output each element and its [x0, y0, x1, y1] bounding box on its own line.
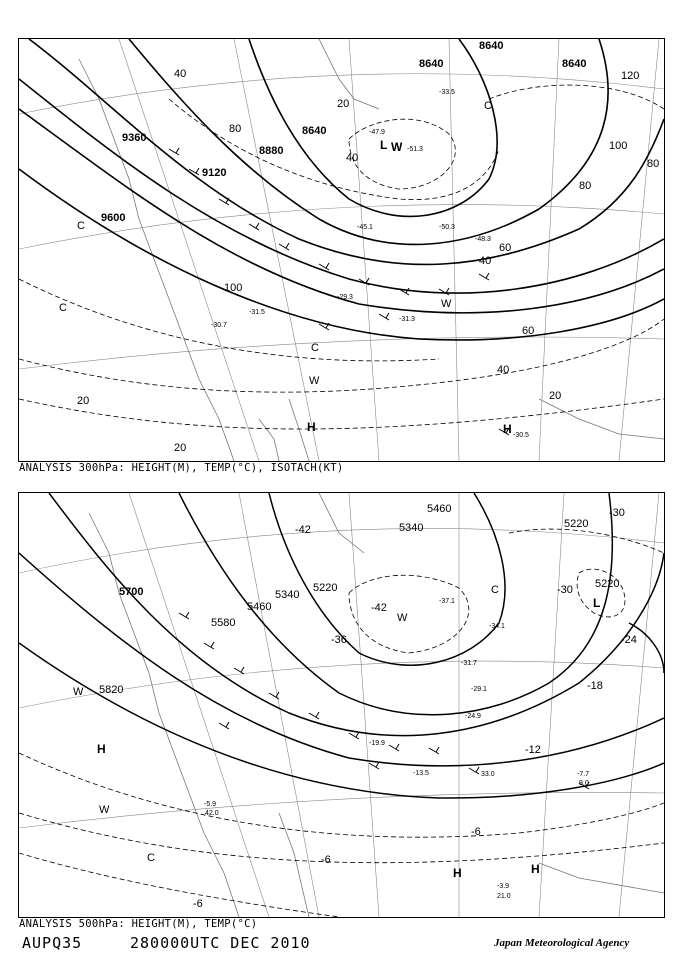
product-code: AUPQ35	[22, 934, 83, 952]
isotach-label: 80	[647, 158, 660, 170]
station-value: 33.0	[481, 771, 495, 778]
height-label: 9360	[122, 132, 147, 144]
warm-symbol: W	[309, 375, 320, 387]
isotach-label: 80	[229, 123, 242, 135]
station-value: -13.5	[413, 770, 429, 777]
chart-300hpa-canvas	[19, 39, 664, 461]
temp-value: -51.3	[407, 146, 423, 153]
station-value: -19.9	[369, 740, 385, 747]
chart-500hpa	[18, 492, 665, 918]
height-label: 5220	[313, 582, 338, 594]
temp-label: -6	[471, 826, 481, 838]
height-label: 5460	[427, 503, 452, 515]
warm-symbol: W	[73, 686, 84, 698]
station-value: 21.0	[497, 893, 511, 900]
valid-time: 280000UTC DEC 2010	[130, 934, 311, 952]
station-value: -29.1	[471, 686, 487, 693]
isotach-label: 60	[499, 242, 512, 254]
high-pressure-symbol: H	[453, 866, 462, 880]
cold-symbol: C	[147, 852, 155, 864]
temp-value: -31.3	[399, 316, 415, 323]
low-pressure-symbol: L	[380, 138, 388, 152]
station-value: 9.0	[579, 780, 589, 787]
cold-symbol: C	[59, 302, 67, 314]
cold-symbol: C	[484, 100, 492, 112]
coastlines	[89, 493, 664, 917]
temp-label: -30	[557, 584, 573, 596]
isotach-label: 40	[497, 364, 510, 376]
isotach-label: 60	[522, 325, 535, 337]
temp-label: -6	[321, 854, 331, 866]
height-label: 5340	[399, 522, 424, 534]
height-label: 5820	[99, 684, 124, 696]
height-label: 8640	[302, 125, 327, 137]
temp-value: -50.3	[439, 224, 455, 231]
high-pressure-symbol: H	[307, 420, 316, 434]
warm-symbol: W	[441, 298, 452, 310]
warm-symbol: W	[99, 804, 110, 816]
temp-value: -45.1	[357, 224, 373, 231]
low-pressure-symbol: L	[593, 596, 601, 610]
station-value: -34.1	[489, 623, 505, 630]
temp-value: -47.9	[369, 129, 385, 136]
height-label: 9120	[202, 167, 227, 179]
warm-symbol: W	[391, 140, 403, 154]
height-label: 5220	[564, 518, 589, 530]
temp-label: -18	[587, 680, 603, 692]
height-label: 5460	[247, 601, 272, 613]
temp-label: -30	[609, 507, 625, 519]
height-label: 8880	[259, 145, 284, 157]
high-pressure-symbol: H	[97, 742, 106, 756]
temp-label: -24	[621, 634, 637, 646]
isotach-label: 20	[549, 390, 562, 402]
isotach-label: 40	[479, 255, 492, 267]
station-value: -5.9	[204, 801, 217, 808]
chart-500hpa-caption: ANALYSIS 500hPa: HEIGHT(M), TEMP(°C)	[19, 918, 258, 930]
chart-300hpa	[18, 38, 665, 462]
isotach-label: 80	[579, 180, 592, 192]
temp-label: -12	[525, 744, 541, 756]
height-label: 5580	[211, 617, 236, 629]
isotach-label: 20	[77, 395, 90, 407]
isotach-contours	[19, 85, 664, 429]
isotach-label: 20	[174, 442, 187, 454]
temp-value: -48.3	[475, 236, 491, 243]
station-value: -24.9	[465, 713, 481, 720]
temp-value: -31.5	[249, 309, 265, 316]
temp-value: -29.3	[337, 294, 353, 301]
warm-symbol: W	[397, 612, 408, 624]
height-label: 8640	[479, 40, 504, 52]
isotach-label: 40	[174, 68, 187, 80]
station-value: 42.0	[205, 810, 219, 817]
temp-label: -42	[371, 602, 387, 614]
isotach-label: 100	[224, 282, 243, 294]
station-value: -7.7	[577, 771, 590, 778]
high-pressure-symbol: H	[503, 422, 512, 436]
station-value: -3.9	[497, 883, 510, 890]
chart-300hpa-caption: ANALYSIS 300hPa: HEIGHT(M), TEMP(°C), ISOTACH(KT)	[19, 462, 344, 474]
agency-name: Japan Meteorological Agency	[494, 937, 630, 949]
height-label: 8640	[562, 58, 587, 70]
cold-symbol: C	[491, 584, 499, 596]
station-value: -31.7	[461, 660, 477, 667]
cold-symbol: C	[77, 220, 85, 232]
station-value: -37.1	[439, 598, 455, 605]
temp-value: -30.7	[211, 322, 227, 329]
isotach-label: 40	[346, 152, 359, 164]
temp-label: -6	[193, 898, 203, 910]
temp-value: -30.5	[513, 432, 529, 439]
isotach-label: 120	[621, 70, 640, 82]
temp-label: -36	[331, 634, 347, 646]
chart-500hpa-canvas	[19, 493, 664, 917]
isotach-label: 20	[337, 98, 350, 110]
height-label: 8640	[419, 58, 444, 70]
height-label: 5700	[119, 586, 144, 598]
temp-value: -33.5	[439, 89, 455, 96]
isotach-label: 100	[609, 140, 628, 152]
temp-label: -42	[295, 524, 311, 536]
high-pressure-symbol: H	[531, 862, 540, 876]
cold-symbol: C	[311, 342, 319, 354]
height-label: 5220	[595, 578, 620, 590]
height-label: 9600	[101, 212, 126, 224]
height-label: 5340	[275, 589, 300, 601]
coastlines	[79, 39, 664, 461]
